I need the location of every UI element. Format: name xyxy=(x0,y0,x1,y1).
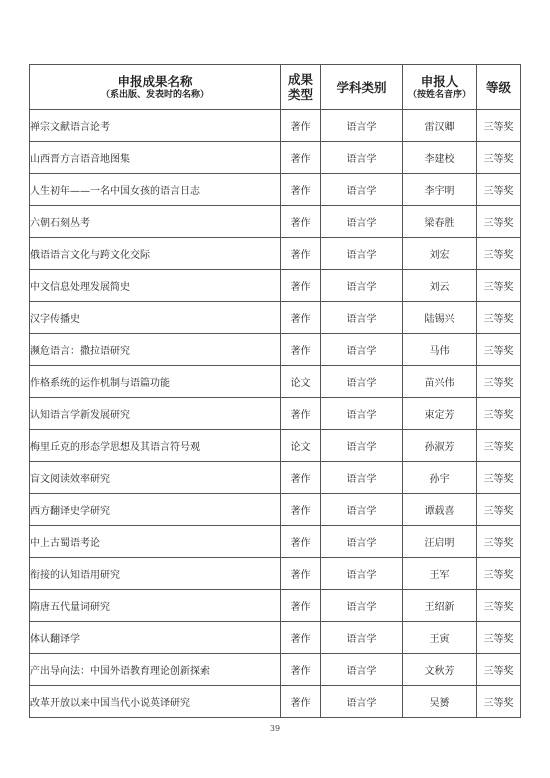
cell-grade: 三等奖 xyxy=(477,590,521,622)
cell-applicant: 孙淑芳 xyxy=(403,430,477,462)
cell-subject: 语言学 xyxy=(321,270,403,302)
cell-title: 中文信息处理发展简史 xyxy=(30,270,281,302)
cell-type: 著作 xyxy=(281,558,321,590)
cell-applicant: 刘宏 xyxy=(403,238,477,270)
cell-applicant: 孙宇 xyxy=(403,462,477,494)
header-applicant-main: 申报人 xyxy=(420,73,459,89)
cell-subject: 语言学 xyxy=(321,334,403,366)
header-grade-label: 等级 xyxy=(485,79,511,95)
awards-table xyxy=(29,64,521,718)
cell-title: 作格系统的运作机制与语篇功能 xyxy=(30,366,281,398)
cell-grade: 三等奖 xyxy=(477,270,521,302)
cell-applicant: 王寅 xyxy=(403,622,477,654)
cell-grade: 三等奖 xyxy=(477,686,521,718)
cell-applicant: 雷汉卿 xyxy=(403,110,477,142)
table-row xyxy=(30,622,521,654)
cell-grade: 三等奖 xyxy=(477,174,521,206)
table-row xyxy=(30,334,521,366)
table-header-row xyxy=(30,65,521,110)
cell-title: 产出导向法：中国外语教育理论创新探索 xyxy=(30,654,281,686)
cell-applicant: 马伟 xyxy=(403,334,477,366)
header-type-line1: 成果 xyxy=(287,72,313,87)
table-row xyxy=(30,366,521,398)
cell-title: 认知语言学新发展研究 xyxy=(30,398,281,430)
cell-type: 著作 xyxy=(281,270,321,302)
table-row xyxy=(30,238,521,270)
cell-title: 隋唐五代量词研究 xyxy=(30,590,281,622)
cell-subject: 语言学 xyxy=(321,110,403,142)
cell-type: 著作 xyxy=(281,398,321,430)
cell-title: 汉字传播史 xyxy=(30,302,281,334)
cell-subject: 语言学 xyxy=(321,238,403,270)
cell-type: 著作 xyxy=(281,302,321,334)
cell-title: 濒危语言：撒拉语研究 xyxy=(30,334,281,366)
cell-applicant: 文秋芳 xyxy=(403,654,477,686)
table-row xyxy=(30,174,521,206)
table-row xyxy=(30,110,521,142)
cell-type: 著作 xyxy=(281,590,321,622)
cell-grade: 三等奖 xyxy=(477,302,521,334)
cell-subject: 语言学 xyxy=(321,302,403,334)
cell-type: 论文 xyxy=(281,366,321,398)
cell-grade: 三等奖 xyxy=(477,206,521,238)
header-title xyxy=(30,65,281,110)
cell-title: 禅宗文献语言论考 xyxy=(30,110,281,142)
header-grade xyxy=(477,65,521,110)
cell-subject: 语言学 xyxy=(321,654,403,686)
cell-grade: 三等奖 xyxy=(477,430,521,462)
cell-title: 盲文阅读效率研究 xyxy=(30,462,281,494)
cell-subject: 语言学 xyxy=(321,590,403,622)
table-row xyxy=(30,398,521,430)
cell-subject: 语言学 xyxy=(321,462,403,494)
cell-type: 著作 xyxy=(281,206,321,238)
cell-grade: 三等奖 xyxy=(477,494,521,526)
cell-title: 体认翻译学 xyxy=(30,622,281,654)
cell-type: 论文 xyxy=(281,430,321,462)
header-applicant xyxy=(403,65,477,110)
cell-applicant: 刘云 xyxy=(403,270,477,302)
cell-title: 六朝石刻丛考 xyxy=(30,206,281,238)
cell-type: 著作 xyxy=(281,462,321,494)
cell-subject: 语言学 xyxy=(321,430,403,462)
table-row xyxy=(30,558,521,590)
cell-subject: 语言学 xyxy=(321,174,403,206)
header-title-main: 申报成果名称 xyxy=(117,73,193,89)
table-row xyxy=(30,686,521,718)
cell-grade: 三等奖 xyxy=(477,334,521,366)
table-row xyxy=(30,206,521,238)
cell-title: 中上古蜀语考论 xyxy=(30,526,281,558)
cell-applicant: 王军 xyxy=(403,558,477,590)
cell-title: 改革开放以来中国当代小说英译研究 xyxy=(30,686,281,718)
cell-subject: 语言学 xyxy=(321,398,403,430)
cell-type: 著作 xyxy=(281,142,321,174)
cell-title: 人生初年——一名中国女孩的语言日志 xyxy=(30,174,281,206)
cell-subject: 语言学 xyxy=(321,494,403,526)
table-row xyxy=(30,526,521,558)
cell-applicant: 束定芳 xyxy=(403,398,477,430)
cell-subject: 语言学 xyxy=(321,142,403,174)
cell-grade: 三等奖 xyxy=(477,110,521,142)
cell-type: 著作 xyxy=(281,110,321,142)
cell-applicant: 苗兴伟 xyxy=(403,366,477,398)
cell-grade: 三等奖 xyxy=(477,558,521,590)
cell-grade: 三等奖 xyxy=(477,238,521,270)
table-body xyxy=(30,110,521,718)
table-row xyxy=(30,430,521,462)
table-row xyxy=(30,590,521,622)
header-subject xyxy=(321,65,403,110)
cell-grade: 三等奖 xyxy=(477,526,521,558)
cell-grade: 三等奖 xyxy=(477,654,521,686)
table-row xyxy=(30,462,521,494)
cell-subject: 语言学 xyxy=(321,686,403,718)
table-row xyxy=(30,654,521,686)
cell-type: 著作 xyxy=(281,622,321,654)
cell-title: 山西晋方言语音地图集 xyxy=(30,142,281,174)
cell-title: 梅里丘克的形态学思想及其语言符号观 xyxy=(30,430,281,462)
cell-type: 著作 xyxy=(281,494,321,526)
header-title-sub: （系出版、发表时的名称） xyxy=(100,89,209,100)
cell-type: 著作 xyxy=(281,526,321,558)
cell-subject: 语言学 xyxy=(321,206,403,238)
table-row xyxy=(30,302,521,334)
cell-title: 俄语语言文化与跨文化交际 xyxy=(30,238,281,270)
cell-applicant: 王绍新 xyxy=(403,590,477,622)
cell-grade: 三等奖 xyxy=(477,622,521,654)
cell-applicant: 李宇明 xyxy=(403,174,477,206)
cell-type: 著作 xyxy=(281,334,321,366)
cell-grade: 三等奖 xyxy=(477,142,521,174)
page-number: 39 xyxy=(269,724,281,733)
table-row xyxy=(30,142,521,174)
cell-subject: 语言学 xyxy=(321,622,403,654)
cell-grade: 三等奖 xyxy=(477,462,521,494)
table-row xyxy=(30,270,521,302)
cell-grade: 三等奖 xyxy=(477,366,521,398)
cell-grade: 三等奖 xyxy=(477,398,521,430)
header-applicant-sub: （按姓名音序） xyxy=(407,89,471,100)
cell-title: 衔接的认知语用研究 xyxy=(30,558,281,590)
cell-title: 西方翻译史学研究 xyxy=(30,494,281,526)
cell-applicant: 陆锡兴 xyxy=(403,302,477,334)
cell-applicant: 谭载喜 xyxy=(403,494,477,526)
cell-subject: 语言学 xyxy=(321,558,403,590)
cell-applicant: 汪启明 xyxy=(403,526,477,558)
cell-type: 著作 xyxy=(281,238,321,270)
header-subject-label: 学科类别 xyxy=(336,79,387,95)
header-type-line2: 类型 xyxy=(287,87,313,102)
cell-type: 著作 xyxy=(281,174,321,206)
cell-type: 著作 xyxy=(281,686,321,718)
cell-subject: 语言学 xyxy=(321,526,403,558)
cell-applicant: 李建校 xyxy=(403,142,477,174)
cell-type: 著作 xyxy=(281,654,321,686)
cell-subject: 语言学 xyxy=(321,366,403,398)
table-row xyxy=(30,494,521,526)
cell-applicant: 吴赟 xyxy=(403,686,477,718)
cell-applicant: 梁春胜 xyxy=(403,206,477,238)
header-type xyxy=(281,65,321,110)
